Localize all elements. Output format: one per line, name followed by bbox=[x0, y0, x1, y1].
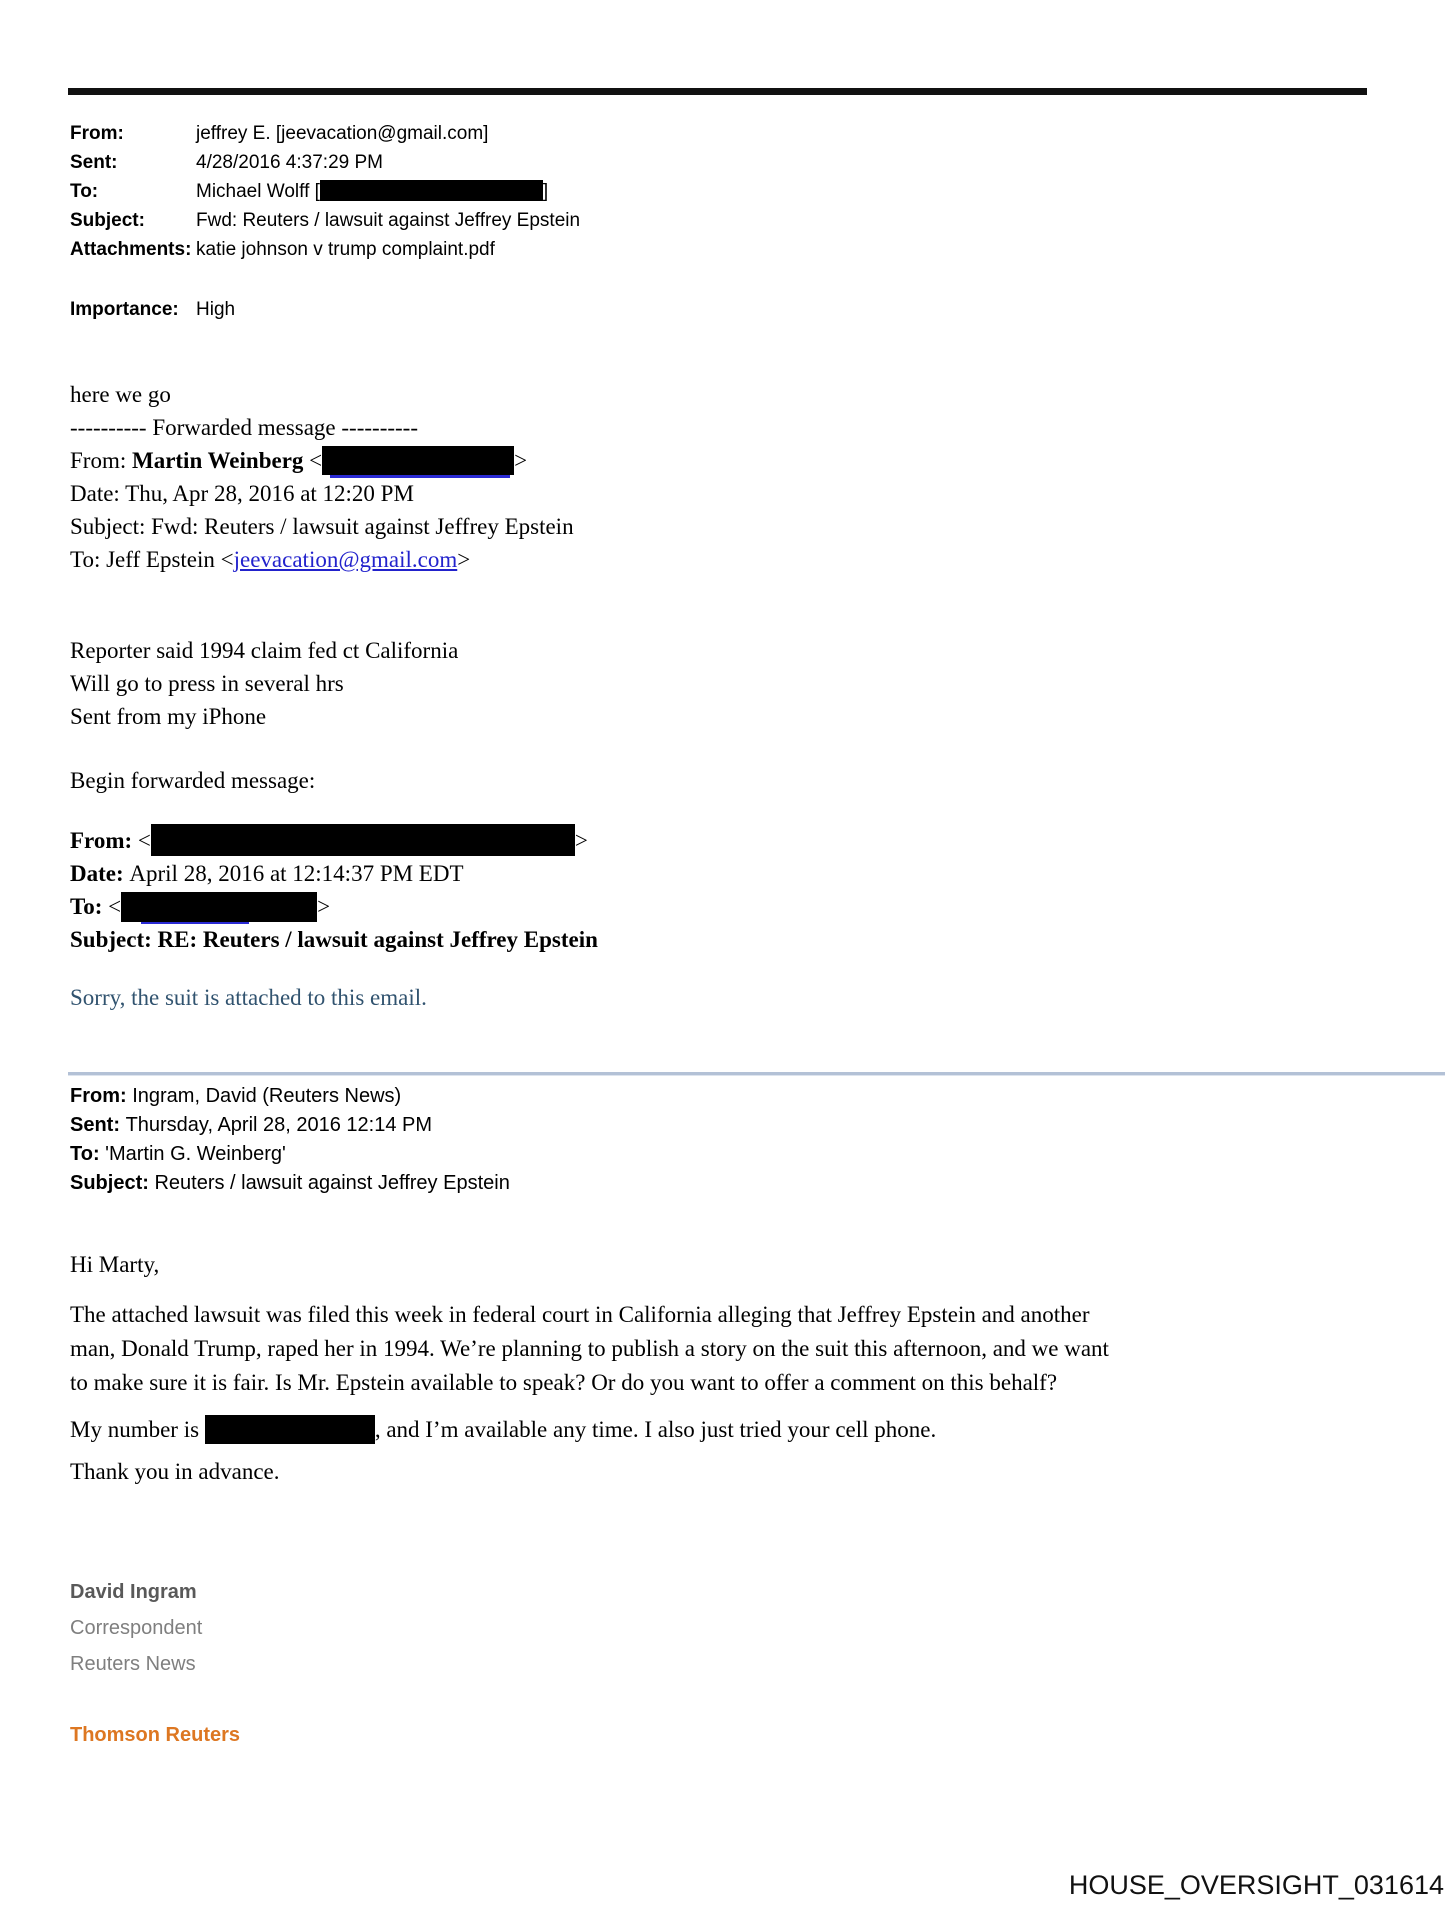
header-sent-row bbox=[70, 148, 1385, 177]
email-header-block bbox=[70, 119, 1385, 324]
header-to-row bbox=[70, 177, 1385, 206]
fwd1-sender-name: Martin Weinberg bbox=[131, 448, 304, 473]
importance-label: Importance: bbox=[70, 299, 179, 320]
forwarded-divider-line: ---------- Forwarded message ---------- bbox=[70, 415, 418, 440]
header-from-row bbox=[70, 119, 1385, 148]
email2-from-line bbox=[70, 1082, 1385, 1111]
fwd2-from-label: From: bbox=[70, 828, 138, 853]
signature-block bbox=[70, 1574, 1385, 1753]
email2-sent-line bbox=[70, 1111, 1385, 1140]
email2-to-value: 'Martin G. Weinberg' bbox=[105, 1143, 286, 1165]
angle-open: < bbox=[309, 448, 323, 473]
email2-from-value: Ingram, David (Reuters News) bbox=[132, 1085, 402, 1107]
angle-open: < bbox=[220, 547, 234, 572]
fwd2-date-line bbox=[70, 857, 1385, 890]
signature-title: Correspondent bbox=[70, 1617, 203, 1639]
fwd2-subject-line: Subject: RE: Reuters / lawsuit against Jeffrey Epstein bbox=[70, 927, 598, 952]
email2-to-label: To: bbox=[70, 1143, 106, 1165]
attachments-label: Attachments: bbox=[70, 239, 192, 260]
section-divider bbox=[68, 1072, 1445, 1076]
angle-close: > bbox=[514, 448, 528, 473]
fwd2-date-label: Date: bbox=[70, 861, 130, 886]
sent-label: Sent: bbox=[70, 152, 118, 173]
fwd2-date-value: April 28, 2016 at 12:14:37 PM EDT bbox=[129, 861, 464, 886]
greeting-line: Hi Marty, bbox=[70, 1252, 160, 1277]
signature-company: Thomson Reuters bbox=[70, 1724, 241, 1746]
body-paragraph: The attached lawsuit was filed this week in federal court in California alleging that Jeffrey Epstein and another man, Donald Trump, raped her in 1994. We’re planning to publish a story on the suit this afternoon, and we want to make sure it is fair. Is Mr. Epstein available to speak? Or do you want to offer a comment on this behalf? bbox=[70, 1302, 1109, 1395]
phone-number-line bbox=[70, 1413, 1385, 1446]
header-subject-row bbox=[70, 206, 1385, 235]
angle-close: > bbox=[574, 828, 588, 853]
to-value-suffix: ] bbox=[542, 181, 549, 202]
subject-label: Subject: bbox=[70, 210, 145, 231]
fwd1-message-body bbox=[70, 634, 1385, 733]
signature-name: David Ingram bbox=[70, 1581, 197, 1603]
email2-subject-line bbox=[70, 1169, 1385, 1198]
message-line: Will go to press in several hrs bbox=[70, 671, 344, 696]
angle-open: < bbox=[137, 828, 151, 853]
to-label: To: bbox=[70, 181, 99, 202]
to-value-prefix: Michael Wolff [ bbox=[196, 181, 320, 202]
fwd1-from-line bbox=[70, 444, 1385, 477]
email2-sent-value: Thursday, April 28, 2016 12:14 PM bbox=[125, 1114, 433, 1136]
sorry-line: Sorry, the suit is attached to this email. bbox=[70, 985, 427, 1010]
from-label: From: bbox=[70, 123, 124, 144]
fwd1-to-line bbox=[70, 543, 1385, 576]
header-attachments-row bbox=[70, 235, 1385, 264]
email2-subject-value: Reuters / lawsuit against Jeffrey Epstein bbox=[154, 1172, 510, 1194]
signature-org: Reuters News bbox=[70, 1653, 196, 1675]
fwd2-to-line bbox=[70, 890, 1385, 923]
fwd1-date-line: Date: Thu, Apr 28, 2016 at 12:20 PM bbox=[70, 481, 414, 506]
redaction-bar bbox=[151, 824, 575, 856]
header-importance-row bbox=[70, 295, 1385, 324]
message-line: Sent from my iPhone bbox=[70, 704, 267, 729]
subject-value: Fwd: Reuters / lawsuit against Jeffrey Epstein bbox=[196, 210, 581, 231]
message-line: Reporter said 1994 claim fed ct California bbox=[70, 638, 459, 663]
email2-subject-label: Subject: bbox=[70, 1172, 155, 1194]
fwd2-to-label: To: bbox=[70, 894, 109, 919]
intro-line: here we go bbox=[70, 382, 171, 407]
redaction-bar bbox=[320, 180, 543, 201]
email-link[interactable]: jeevacation@gmail.com bbox=[233, 547, 458, 572]
redaction-bar bbox=[205, 1415, 375, 1444]
reuters-email-header bbox=[70, 1082, 1385, 1198]
thanks-line: Thank you in advance. bbox=[70, 1459, 280, 1484]
number-suffix: , and I’m available any time. I also just tried your cell phone. bbox=[374, 1417, 937, 1442]
attachments-value: katie johnson v trump complaint.pdf bbox=[196, 239, 495, 260]
redaction-bar bbox=[121, 892, 317, 922]
email2-sent-label: Sent: bbox=[70, 1114, 126, 1136]
inner-forwarded-header bbox=[70, 824, 1385, 956]
begin-forwarded-line: Begin forwarded message: bbox=[70, 768, 316, 793]
angle-close: > bbox=[317, 894, 331, 919]
fwd2-from-line bbox=[70, 824, 1385, 857]
fwd1-to-prefix: To: Jeff Epstein bbox=[70, 547, 221, 572]
header-rule bbox=[68, 88, 1367, 95]
email2-from-label: From: bbox=[70, 1085, 133, 1107]
from-value: jeffrey E. [jeevacation@gmail.com] bbox=[196, 123, 489, 144]
importance-value: High bbox=[196, 299, 236, 320]
redaction-bar bbox=[322, 446, 514, 475]
reuters-email-body bbox=[70, 1248, 1385, 1488]
angle-open: < bbox=[108, 894, 122, 919]
angle-close: > bbox=[457, 547, 471, 572]
forwarded-message-block bbox=[70, 378, 1385, 1014]
sent-value: 4/28/2016 4:37:29 PM bbox=[196, 152, 383, 173]
email2-to-line bbox=[70, 1140, 1385, 1169]
fwd1-from-label: From: bbox=[70, 448, 132, 473]
bates-stamp: HOUSE_OVERSIGHT_031614 bbox=[1068, 1870, 1444, 1900]
fwd1-subject-line: Subject: Fwd: Reuters / lawsuit against Jeffrey Epstein bbox=[70, 514, 574, 539]
number-prefix: My number is bbox=[70, 1417, 205, 1442]
